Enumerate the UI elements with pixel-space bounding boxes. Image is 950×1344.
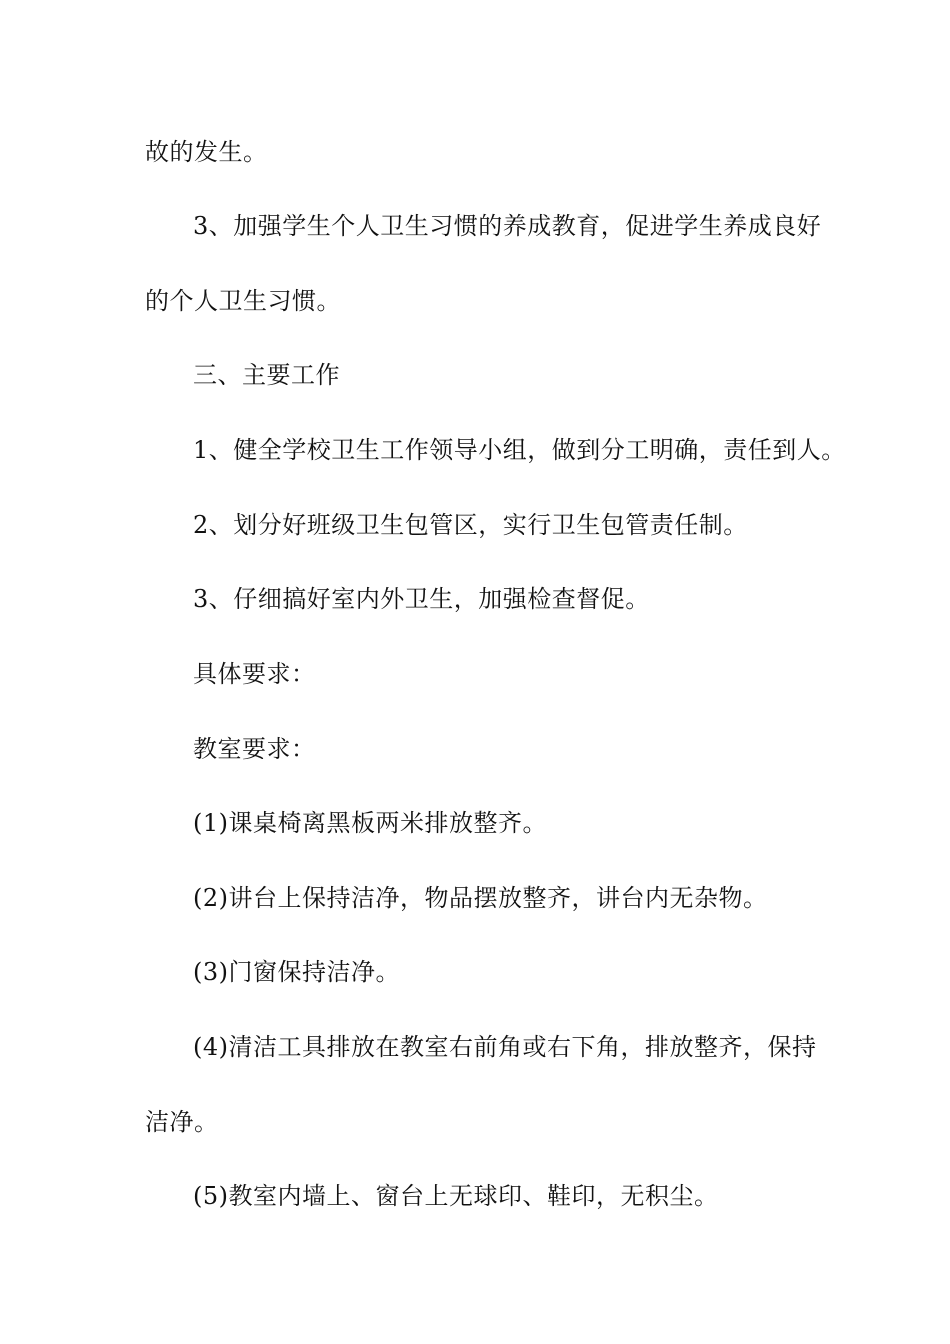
subheading: 教室要求： bbox=[193, 735, 316, 763]
list-item-continuation: 洁净。 bbox=[145, 1108, 219, 1136]
list-item: (3)门窗保持洁净。 bbox=[193, 958, 400, 986]
paragraph-line: 1、健全学校卫生工作领导小组，做到分工明确，责任到人。 bbox=[193, 436, 846, 464]
paragraph-line: 3、加强学生个人卫生习惯的养成教育，促进学生养成良好 bbox=[193, 212, 822, 240]
list-item: (5)教室内墙上、窗台上无球印、鞋印，无积尘。 bbox=[193, 1182, 719, 1210]
paragraph-line: 的个人卫生习惯。 bbox=[145, 287, 341, 315]
list-item: (1)课桌椅离黑板两米排放整齐。 bbox=[193, 809, 547, 837]
list-item: (2)讲台上保持洁净，物品摆放整齐，讲台内无杂物。 bbox=[193, 884, 768, 912]
list-item: (4)清洁工具排放在教室右前角或右下角，排放整齐，保持 bbox=[193, 1033, 817, 1061]
subheading: 具体要求： bbox=[193, 660, 316, 688]
section-heading: 三、主要工作 bbox=[193, 361, 340, 389]
paragraph-line: 故的发生。 bbox=[145, 138, 268, 166]
paragraph-line: 2、划分好班级卫生包管区，实行卫生包管责任制。 bbox=[193, 511, 748, 539]
paragraph-line: 3、仔细搞好室内外卫生，加强检查督促。 bbox=[193, 585, 650, 613]
